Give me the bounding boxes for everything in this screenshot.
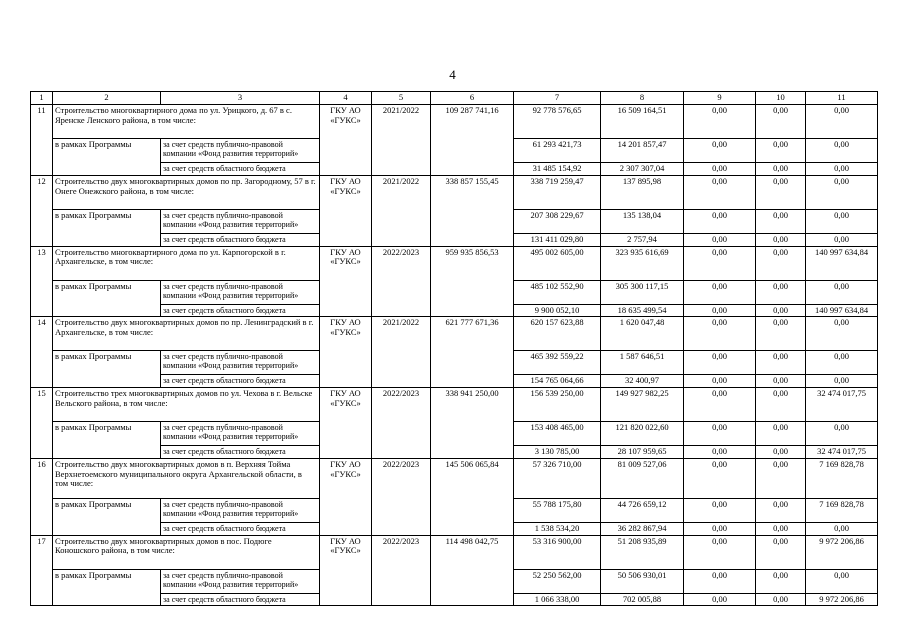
amount-cell: 0,00 [756,422,806,446]
amount-cell: 0,00 [756,351,806,375]
col-number-cell: 5 [372,92,431,105]
amount-cell: 55 788 175,80 [514,498,601,522]
amount-cell: 0,00 [684,593,756,606]
amount-cell: 0,00 [684,280,756,304]
amount-cell: 0,00 [756,246,806,280]
row-id: 12 [31,175,53,246]
amount-cell: 32 474 017,75 [806,446,878,459]
amount-cell: 485 102 552,90 [514,280,601,304]
amount-cell: 338 719 259,47 [514,175,601,209]
amount-cell: 7 169 828,78 [806,498,878,522]
amount-cell: 31 485 154,92 [514,163,601,176]
program-table [30,91,878,606]
amount-cell: 0,00 [684,246,756,280]
amount-cell: 57 326 710,00 [514,458,601,498]
amount-cell: 323 935 616,69 [601,246,684,280]
col-number-cell: 11 [806,92,878,105]
fund-label: за счет средств публично-правовой компании «Фонд развития территорий» [161,569,320,593]
amount-cell: 32 474 017,75 [806,388,878,422]
amount-cell: 0,00 [806,522,878,535]
budget-label: за счет средств областного бюджета [161,522,320,535]
amount-cell: 0,00 [756,498,806,522]
col-number-cell: 6 [431,92,514,105]
object-title: Строительство трех многоквартирных домов по ул. Чехова в г. Вельске Вельского района, в том числе: [53,388,320,422]
row-id: 15 [31,388,53,459]
amount-cell: 305 300 117,15 [601,280,684,304]
responsible-org: ГКУ АО «ГУКС» [320,175,372,246]
program-label: в рамках Программы [53,209,161,246]
amount-cell: 0,00 [806,375,878,388]
amount-cell: 154 765 064,66 [514,375,601,388]
amount-cell: 14 201 857,47 [601,139,684,163]
fund-label: за счет средств публично-правовой компании «Фонд развития территорий» [161,209,320,233]
amount-cell: 0,00 [806,175,878,209]
total-cost: 621 777 671,36 [431,317,514,388]
amount-cell: 53 316 900,00 [514,535,601,569]
budget-label: за счет средств областного бюджета [161,375,320,388]
object-title: Строительство многоквартирного дома по ул. Карпогорской в г. Архангельске, в том числе: [53,246,320,280]
program-label: в рамках Программы [53,498,161,535]
amount-cell: 0,00 [756,535,806,569]
amount-cell: 52 250 562,00 [514,569,601,593]
amount-cell: 0,00 [806,209,878,233]
object-row [31,175,878,209]
amount-cell: 7 169 828,78 [806,458,878,498]
amount-cell: 121 820 022,60 [601,422,684,446]
amount-cell: 0,00 [684,304,756,317]
period: 2021/2022 [372,105,431,176]
period: 2022/2023 [372,458,431,535]
fund-label: за счет средств публично-правовой компании «Фонд развития территорий» [161,498,320,522]
col-number-cell: 7 [514,92,601,105]
amount-cell: 0,00 [756,233,806,246]
object-title: Строительство двух многоквартирных домов по пр. Ленинградский в г. Архангельске, в том числе: [53,317,320,351]
amount-cell: 0,00 [806,280,878,304]
budget-label: за счет средств областного бюджета [161,233,320,246]
amount-cell: 620 157 623,88 [514,317,601,351]
period: 2022/2023 [372,535,431,606]
row-id: 16 [31,458,53,535]
amount-cell: 0,00 [684,422,756,446]
amount-cell: 0,00 [684,569,756,593]
amount-cell: 0,00 [756,522,806,535]
amount-cell: 0,00 [684,458,756,498]
col-number-cell: 2 [53,92,161,105]
responsible-org: ГКУ АО «ГУКС» [320,458,372,535]
object-row [31,317,878,351]
program-label: в рамках Программы [53,422,161,459]
amount-cell: 2 757,94 [601,233,684,246]
row-id: 14 [31,317,53,388]
amount-cell: 1 538 534,20 [514,522,601,535]
object-title: Строительство двух многоквартирных домов в п. Верхняя Тойма Верхнетоемского муниципального округа Архангельской области, в том числе: [53,458,320,498]
amount-cell: 3 130 785,00 [514,446,601,459]
program-label: в рамках Программы [53,280,161,317]
object-row [31,105,878,139]
amount-cell: 207 308 229,67 [514,209,601,233]
row-id: 17 [31,535,53,606]
amount-cell: 0,00 [756,458,806,498]
amount-cell: 9 972 206,86 [806,593,878,606]
total-cost: 114 498 042,75 [431,535,514,606]
amount-cell: 0,00 [806,317,878,351]
amount-cell: 0,00 [756,569,806,593]
total-cost: 145 506 065,84 [431,458,514,535]
amount-cell: 1 066 338,00 [514,593,601,606]
amount-cell: 0,00 [684,522,756,535]
period: 2021/2022 [372,175,431,246]
amount-cell: 0,00 [806,233,878,246]
amount-cell: 0,00 [684,163,756,176]
amount-cell: 0,00 [756,209,806,233]
amount-cell: 0,00 [756,280,806,304]
column-number-row [31,92,878,105]
amount-cell: 0,00 [756,139,806,163]
amount-cell: 0,00 [806,351,878,375]
amount-cell: 0,00 [756,593,806,606]
amount-cell: 0,00 [756,446,806,459]
total-cost: 338 941 250,00 [431,388,514,459]
fund-label: за счет средств публично-правовой компании «Фонд развития территорий» [161,139,320,163]
amount-cell: 0,00 [684,139,756,163]
amount-cell: 16 509 164,51 [601,105,684,139]
amount-cell: 0,00 [684,233,756,246]
amount-cell: 131 411 029,80 [514,233,601,246]
object-title: Строительство двух многоквартирных домов по пр. Загородному, 57 в г. Онеге Онежского района, в том числе: [53,175,320,209]
amount-cell: 135 138,04 [601,209,684,233]
period: 2022/2023 [372,246,431,317]
amount-cell: 0,00 [756,105,806,139]
amount-cell: 61 293 421,73 [514,139,601,163]
fund-label: за счет средств публично-правовой компании «Фонд развития территорий» [161,280,320,304]
amount-cell: 51 208 935,89 [601,535,684,569]
amount-cell: 156 539 250,00 [514,388,601,422]
object-title: Строительство многоквартирного дома по ул. Урицкого, д. 67 в с. Яренске Ленского района, в том числе: [53,105,320,139]
object-row [31,458,878,498]
responsible-org: ГКУ АО «ГУКС» [320,535,372,606]
row-id: 11 [31,105,53,176]
amount-cell: 0,00 [684,175,756,209]
amount-cell: 0,00 [756,175,806,209]
amount-cell: 0,00 [684,317,756,351]
amount-cell: 0,00 [684,535,756,569]
amount-cell: 44 726 659,12 [601,498,684,522]
responsible-org: ГКУ АО «ГУКС» [320,105,372,176]
fund-label: за счет средств публично-правовой компании «Фонд развития территорий» [161,351,320,375]
col-number-cell: 9 [684,92,756,105]
object-row [31,246,878,280]
amount-cell: 36 282 867,94 [601,522,684,535]
amount-cell: 153 408 465,00 [514,422,601,446]
col-number-cell: 1 [31,92,53,105]
budget-label: за счет средств областного бюджета [161,163,320,176]
period: 2022/2023 [372,388,431,459]
amount-cell: 92 778 576,65 [514,105,601,139]
program-label: в рамках Программы [53,569,161,606]
budget-label: за счет средств областного бюджета [161,304,320,317]
amount-cell: 0,00 [806,422,878,446]
amount-cell: 0,00 [756,375,806,388]
amount-cell: 0,00 [684,351,756,375]
table-body [31,92,878,606]
amount-cell: 465 392 559,22 [514,351,601,375]
amount-cell: 28 107 959,65 [601,446,684,459]
program-label: в рамках Программы [53,351,161,388]
amount-cell: 495 002 605,00 [514,246,601,280]
amount-cell: 0,00 [684,209,756,233]
page-number: 4 [449,67,456,82]
amount-cell: 0,00 [684,446,756,459]
amount-cell: 18 635 499,54 [601,304,684,317]
col-number-cell: 10 [756,92,806,105]
amount-cell: 9 900 052,10 [514,304,601,317]
amount-cell: 1 587 646,51 [601,351,684,375]
amount-cell: 50 506 930,01 [601,569,684,593]
amount-cell: 0,00 [684,375,756,388]
col-number-cell: 8 [601,92,684,105]
amount-cell: 140 997 634,84 [806,246,878,280]
amount-cell: 1 620 047,48 [601,317,684,351]
object-title: Строительство двух многоквартирных домов в пос. Подюге Коношского района, в том числе: [53,535,320,569]
responsible-org: ГКУ АО «ГУКС» [320,317,372,388]
period: 2021/2022 [372,317,431,388]
fund-label: за счет средств публично-правовой компании «Фонд развития территорий» [161,422,320,446]
amount-cell: 0,00 [756,317,806,351]
responsible-org: ГКУ АО «ГУКС» [320,246,372,317]
amount-cell: 702 005,88 [601,593,684,606]
amount-cell: 2 307 307,04 [601,163,684,176]
amount-cell: 0,00 [756,304,806,317]
amount-cell: 0,00 [806,163,878,176]
object-row [31,388,878,422]
amount-cell: 9 972 206,86 [806,535,878,569]
amount-cell: 0,00 [684,498,756,522]
amount-cell: 32 400,97 [601,375,684,388]
amount-cell: 0,00 [756,163,806,176]
amount-cell: 0,00 [684,388,756,422]
amount-cell: 149 927 982,25 [601,388,684,422]
responsible-org: ГКУ АО «ГУКС» [320,388,372,459]
amount-cell: 137 895,98 [601,175,684,209]
total-cost: 338 857 155,45 [431,175,514,246]
amount-cell: 0,00 [806,139,878,163]
amount-cell: 0,00 [806,569,878,593]
total-cost: 109 287 741,16 [431,105,514,176]
amount-cell: 0,00 [684,105,756,139]
amount-cell: 0,00 [756,388,806,422]
object-row [31,535,878,569]
col-number-cell: 4 [320,92,372,105]
total-cost: 959 935 856,53 [431,246,514,317]
col-number-cell: 3 [161,92,320,105]
program-label: в рамках Программы [53,139,161,176]
amount-cell: 81 009 527,06 [601,458,684,498]
budget-label: за счет средств областного бюджета [161,593,320,606]
amount-cell: 0,00 [806,105,878,139]
budget-label: за счет средств областного бюджета [161,446,320,459]
row-id: 13 [31,246,53,317]
amount-cell: 140 997 634,84 [806,304,878,317]
